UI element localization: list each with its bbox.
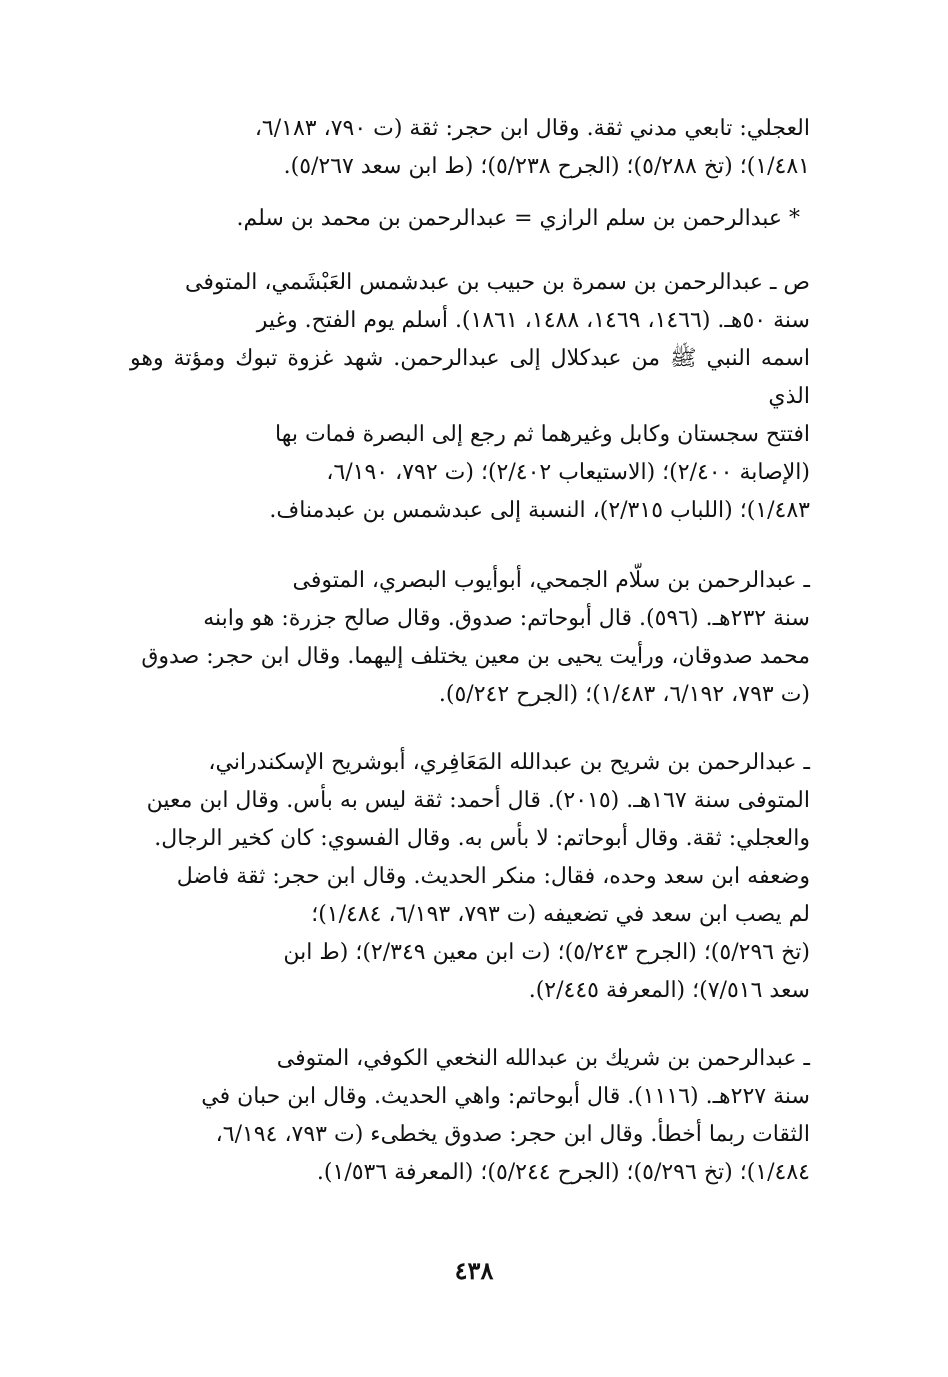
text-line: الثقات ربما أخطأ. وقال ابن حجر: صدوق يخطىء (ت ٧٩٣، ٦/١٩٤،: [215, 1122, 810, 1147]
cross-reference: [130, 200, 810, 238]
text-line: سعد ٧/٥١٦)؛ (المعرفة ٢/٤٤٥).: [528, 978, 810, 1003]
entry-samura: [130, 264, 810, 530]
text-line: (ت ٧٩٣، ٦/١٩٢، ١/٤٨٣)؛ (الجرح ٥/٢٤٢).: [438, 682, 810, 707]
text-line: (تخ ٥/٢٩٦)؛ (الجرح ٥/٢٤٣)؛ (ت ابن معين ٢/٣٤٩)؛ (ط ابن: [283, 940, 810, 965]
text-line: والعجلي: ثقة. وقال أبوحاتم: لا بأس به. وقال الفسوي: كان كخير الرجال.: [154, 826, 810, 851]
text-line: اسمه النبي ﷺ من عبدكلال إلى عبدالرحمن. شهد غزوة تبوك ومؤتة وهو الذي: [130, 346, 810, 409]
text-line: وضعفه ابن سعد وحده، فقال: منكر الحديث. وقال ابن حجر: ثقة فاضل: [176, 864, 810, 889]
text-line: ص ـ عبدالرحمن بن سمرة بن حبيب بن عبدشمس العَبْشَمي، المتوفى: [185, 270, 810, 295]
text-line: المتوفى سنة ١٦٧هـ. (٢٠١٥). قال أحمد: ثقة ليس به بأس. وقال ابن معين: [146, 788, 810, 813]
text-line: العجلي: تابعي مدني ثقة. وقال ابن حجر: ثقة (ت ٧٩٠، ٦/١٨٣،: [254, 116, 810, 141]
text-line: ـ عبدالرحمن بن شريح بن عبدالله المَعَافِري، أبوشريح الإسكندراني،: [208, 750, 810, 775]
page-body: [130, 110, 810, 1192]
text-line: ـ عبدالرحمن بن سلّام الجمحي، أبوأيوب البصري، المتوفى: [292, 568, 810, 593]
entry-shurayh: [130, 744, 810, 1010]
text-line: ١/٤٨٤)؛ (تخ ٥/٢٩٦)؛ (الجرح ٥/٢٤٤)؛ (المعرفة ١/٥٣٦).: [316, 1160, 810, 1185]
page-number: ٤٣٨: [454, 1256, 494, 1285]
text-line: * عبدالرحمن بن سلم الرازي = عبدالرحمن بن محمد بن سلم.: [236, 206, 800, 231]
entry-sharik: [130, 1040, 810, 1192]
text-line: ١/٤٨٣)؛ (اللباب ٢/٣١٥)، النسبة إلى عبدشمس بن عبدمناف.: [269, 498, 810, 523]
text-line: افتتح سجستان وكابل وغيرهما ثم رجع إلى البصرة فمات بها: [275, 422, 810, 447]
entry-sallam: [130, 562, 810, 714]
text-line: ـ عبدالرحمن بن شريك بن عبدالله النخعي الكوفي، المتوفى: [276, 1046, 810, 1071]
text-line: لم يصب ابن سعد في تضعيفه (ت ٧٩٣، ٦/١٩٣، ١/٤٨٤)؛: [311, 902, 810, 927]
text-line: محمد صدوقان، ورأيت يحيى بن معين يختلف إليهما. وقال ابن حجر: صدوق: [141, 644, 810, 669]
text-line: (الإصابة ٢/٤٠٠)؛ (الاستيعاب ٢/٤٠٢)؛ (ت ٧٩٢، ٦/١٩٠،: [326, 460, 810, 485]
entry-continuation: [130, 110, 810, 186]
text-line: سنة ٢٣٢هـ. (٥٩٦). قال أبوحاتم: صدوق. وقال صالح جزرة: هو وابنه: [203, 606, 810, 631]
text-line: سنة ٥٠هـ. (١٤٦٦، ١٤٦٩، ١٤٨٨، ١٨٦١). أسلم يوم الفتح. وغير: [256, 308, 810, 333]
text-line: ١/٤٨١)؛ (تخ ٥/٢٨٨)؛ (الجرح ٥/٢٣٨)؛ (ط ابن سعد ٥/٢٦٧).: [283, 154, 810, 179]
text-line: سنة ٢٢٧هـ. (١١١٦). قال أبوحاتم: واهي الحديث. وقال ابن حبان في: [201, 1084, 810, 1109]
